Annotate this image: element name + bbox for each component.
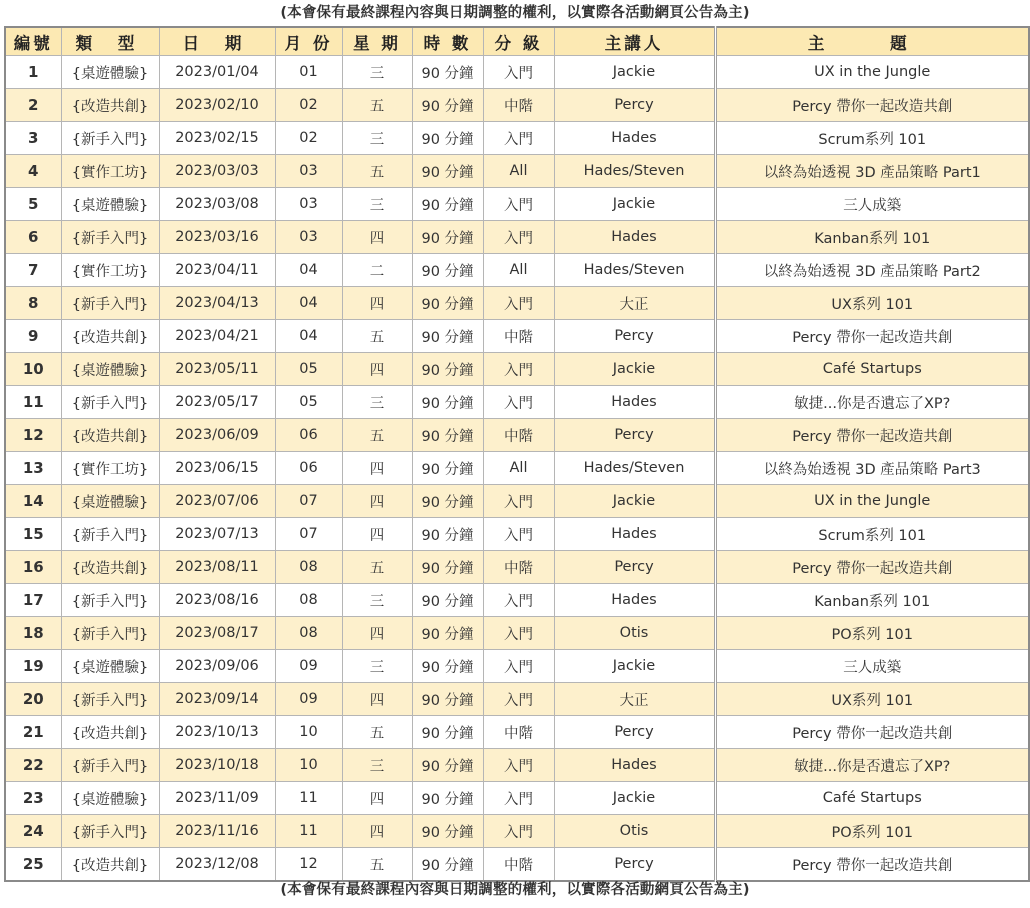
cell-topic: UX系列 101 (715, 287, 1029, 320)
cell-no: 13 (5, 452, 61, 485)
cell-type: {桌遊體驗} (61, 782, 159, 815)
cell-date: 2023/07/13 (159, 518, 275, 551)
cell-weekday: 四 (342, 518, 412, 551)
cell-month: 05 (275, 353, 342, 386)
cell-date: 2023/09/06 (159, 650, 275, 683)
cell-duration: 90 分鐘 (412, 683, 483, 716)
cell-topic: 敏捷...你是否遺忘了XP? (715, 386, 1029, 419)
table-row (5, 155, 1029, 188)
cell-type: {改造共創} (61, 419, 159, 452)
cell-type: {新手入門} (61, 287, 159, 320)
cell-speaker: Hades/Steven (554, 254, 715, 287)
cell-weekday: 三 (342, 56, 412, 89)
cell-weekday: 五 (342, 320, 412, 353)
cell-duration: 90 分鐘 (412, 188, 483, 221)
cell-weekday: 三 (342, 749, 412, 782)
cell-weekday: 四 (342, 782, 412, 815)
cell-level: All (483, 452, 554, 485)
cell-type: {新手入門} (61, 815, 159, 848)
cell-date: 2023/04/21 (159, 320, 275, 353)
cell-duration: 90 分鐘 (412, 386, 483, 419)
cell-level: 中階 (483, 419, 554, 452)
cell-month: 11 (275, 782, 342, 815)
cell-duration: 90 分鐘 (412, 353, 483, 386)
cell-topic: Percy 帶你一起改造共創 (715, 848, 1029, 882)
cell-month: 06 (275, 452, 342, 485)
cell-month: 09 (275, 650, 342, 683)
cell-month: 08 (275, 617, 342, 650)
cell-topic: Percy 帶你一起改造共創 (715, 320, 1029, 353)
table-row (5, 386, 1029, 419)
cell-weekday: 三 (342, 650, 412, 683)
cell-no: 4 (5, 155, 61, 188)
cell-no: 1 (5, 56, 61, 89)
cell-duration: 90 分鐘 (412, 221, 483, 254)
cell-level: 入門 (483, 287, 554, 320)
cell-date: 2023/05/11 (159, 353, 275, 386)
cell-duration: 90 分鐘 (412, 419, 483, 452)
cell-weekday: 四 (342, 452, 412, 485)
cell-weekday: 五 (342, 89, 412, 122)
cell-weekday: 五 (342, 716, 412, 749)
cell-no: 22 (5, 749, 61, 782)
table-row (5, 782, 1029, 815)
cell-type: {桌遊體驗} (61, 188, 159, 221)
cell-no: 14 (5, 485, 61, 518)
cell-level: 中階 (483, 89, 554, 122)
cell-type: {新手入門} (61, 683, 159, 716)
cell-type: {改造共創} (61, 89, 159, 122)
cell-month: 10 (275, 749, 342, 782)
cell-date: 2023/04/11 (159, 254, 275, 287)
cell-date: 2023/03/03 (159, 155, 275, 188)
cell-month: 10 (275, 716, 342, 749)
cell-speaker: Jackie (554, 188, 715, 221)
cell-speaker: Percy (554, 320, 715, 353)
cell-topic: PO系列 101 (715, 617, 1029, 650)
header-date: 日 期 (159, 27, 275, 56)
cell-weekday: 三 (342, 122, 412, 155)
table-row (5, 551, 1029, 584)
bottom-notice: (本會保有最終課程內容與日期調整的權利，以實際各活動網頁公告為主) (280, 882, 750, 898)
table-row (5, 716, 1029, 749)
cell-no: 11 (5, 386, 61, 419)
cell-duration: 90 分鐘 (412, 254, 483, 287)
cell-type: {改造共創} (61, 551, 159, 584)
cell-month: 04 (275, 320, 342, 353)
header-topic: 主 題 (715, 27, 1029, 56)
cell-no: 9 (5, 320, 61, 353)
cell-level: All (483, 155, 554, 188)
cell-month: 08 (275, 551, 342, 584)
cell-weekday: 四 (342, 353, 412, 386)
cell-speaker: Percy (554, 89, 715, 122)
table-row (5, 320, 1029, 353)
cell-duration: 90 分鐘 (412, 650, 483, 683)
cell-month: 09 (275, 683, 342, 716)
cell-no: 7 (5, 254, 61, 287)
cell-level: 入門 (483, 56, 554, 89)
table-row (5, 353, 1029, 386)
cell-speaker: 大正 (554, 683, 715, 716)
cell-speaker: 大正 (554, 287, 715, 320)
table-row (5, 584, 1029, 617)
cell-speaker: Percy (554, 551, 715, 584)
cell-month: 02 (275, 122, 342, 155)
table-header-row (5, 27, 1029, 56)
cell-weekday: 四 (342, 815, 412, 848)
cell-level: 入門 (483, 188, 554, 221)
cell-date: 2023/08/17 (159, 617, 275, 650)
cell-speaker: Jackie (554, 56, 715, 89)
cell-month: 03 (275, 155, 342, 188)
cell-date: 2023/11/16 (159, 815, 275, 848)
cell-weekday: 四 (342, 221, 412, 254)
cell-speaker: Percy (554, 848, 715, 882)
cell-type: {改造共創} (61, 320, 159, 353)
cell-level: 中階 (483, 716, 554, 749)
table-row (5, 287, 1029, 320)
cell-speaker: Hades (554, 749, 715, 782)
cell-speaker: Jackie (554, 485, 715, 518)
header-month: 月 份 (275, 27, 342, 56)
cell-topic: Café Startups (715, 353, 1029, 386)
cell-weekday: 五 (342, 419, 412, 452)
table-row (5, 848, 1029, 882)
cell-type: {桌遊體驗} (61, 485, 159, 518)
cell-duration: 90 分鐘 (412, 848, 483, 882)
cell-weekday: 四 (342, 485, 412, 518)
cell-date: 2023/02/10 (159, 89, 275, 122)
cell-topic: 以終為始透視 3D 產品策略 Part2 (715, 254, 1029, 287)
cell-topic: UX系列 101 (715, 683, 1029, 716)
cell-topic: Percy 帶你一起改造共創 (715, 551, 1029, 584)
cell-date: 2023/10/13 (159, 716, 275, 749)
cell-type: {新手入門} (61, 386, 159, 419)
cell-weekday: 四 (342, 287, 412, 320)
cell-weekday: 三 (342, 188, 412, 221)
cell-speaker: Hades/Steven (554, 452, 715, 485)
header-type: 類 型 (61, 27, 159, 56)
cell-no: 21 (5, 716, 61, 749)
cell-level: 入門 (483, 518, 554, 551)
cell-speaker: Percy (554, 716, 715, 749)
cell-type: {新手入門} (61, 518, 159, 551)
cell-duration: 90 分鐘 (412, 584, 483, 617)
cell-duration: 90 分鐘 (412, 485, 483, 518)
cell-topic: PO系列 101 (715, 815, 1029, 848)
cell-duration: 90 分鐘 (412, 782, 483, 815)
cell-weekday: 五 (342, 848, 412, 882)
table-row (5, 485, 1029, 518)
cell-no: 25 (5, 848, 61, 882)
cell-speaker: Hades (554, 584, 715, 617)
cell-duration: 90 分鐘 (412, 452, 483, 485)
cell-date: 2023/03/16 (159, 221, 275, 254)
cell-duration: 90 分鐘 (412, 716, 483, 749)
cell-level: 中階 (483, 320, 554, 353)
cell-no: 15 (5, 518, 61, 551)
table-row (5, 419, 1029, 452)
cell-level: All (483, 254, 554, 287)
cell-date: 2023/02/15 (159, 122, 275, 155)
cell-type: {新手入門} (61, 749, 159, 782)
cell-speaker: Hades/Steven (554, 155, 715, 188)
cell-weekday: 五 (342, 551, 412, 584)
cell-type: {新手入門} (61, 584, 159, 617)
cell-topic: 敏捷...你是否遺忘了XP? (715, 749, 1029, 782)
cell-month: 08 (275, 584, 342, 617)
cell-date: 2023/06/15 (159, 452, 275, 485)
header-weekday: 星 期 (342, 27, 412, 56)
cell-type: {新手入門} (61, 221, 159, 254)
cell-topic: 以終為始透視 3D 產品策略 Part3 (715, 452, 1029, 485)
cell-type: {新手入門} (61, 617, 159, 650)
cell-type: {桌遊體驗} (61, 650, 159, 683)
cell-no: 12 (5, 419, 61, 452)
cell-month: 12 (275, 848, 342, 882)
cell-type: {實作工坊} (61, 254, 159, 287)
cell-topic: Kanban系列 101 (715, 221, 1029, 254)
cell-speaker: Percy (554, 419, 715, 452)
header-duration: 時 數 (412, 27, 483, 56)
cell-type: {實作工坊} (61, 452, 159, 485)
cell-date: 2023/03/08 (159, 188, 275, 221)
cell-date: 2023/04/13 (159, 287, 275, 320)
table-row (5, 518, 1029, 551)
cell-date: 2023/10/18 (159, 749, 275, 782)
cell-weekday: 三 (342, 584, 412, 617)
cell-level: 入門 (483, 353, 554, 386)
cell-date: 2023/07/06 (159, 485, 275, 518)
cell-level: 入門 (483, 815, 554, 848)
cell-date: 2023/08/11 (159, 551, 275, 584)
table-row (5, 188, 1029, 221)
table-row (5, 452, 1029, 485)
cell-level: 入門 (483, 221, 554, 254)
cell-month: 02 (275, 89, 342, 122)
cell-no: 17 (5, 584, 61, 617)
cell-month: 06 (275, 419, 342, 452)
cell-no: 2 (5, 89, 61, 122)
cell-duration: 90 分鐘 (412, 518, 483, 551)
cell-type: {實作工坊} (61, 155, 159, 188)
cell-duration: 90 分鐘 (412, 749, 483, 782)
cell-level: 入門 (483, 584, 554, 617)
cell-no: 23 (5, 782, 61, 815)
cell-duration: 90 分鐘 (412, 56, 483, 89)
cell-topic: Percy 帶你一起改造共創 (715, 89, 1029, 122)
cell-no: 6 (5, 221, 61, 254)
cell-month: 03 (275, 188, 342, 221)
cell-topic: Percy 帶你一起改造共創 (715, 419, 1029, 452)
cell-duration: 90 分鐘 (412, 320, 483, 353)
cell-date: 2023/12/08 (159, 848, 275, 882)
cell-month: 11 (275, 815, 342, 848)
header-speaker: 主講人 (554, 27, 715, 56)
table-row (5, 815, 1029, 848)
cell-topic: Scrum系列 101 (715, 122, 1029, 155)
cell-no: 16 (5, 551, 61, 584)
cell-topic: Scrum系列 101 (715, 518, 1029, 551)
cell-type: {桌遊體驗} (61, 56, 159, 89)
cell-topic: UX in the Jungle (715, 56, 1029, 89)
cell-date: 2023/11/09 (159, 782, 275, 815)
cell-level: 入門 (483, 683, 554, 716)
cell-month: 03 (275, 221, 342, 254)
cell-month: 07 (275, 518, 342, 551)
cell-no: 3 (5, 122, 61, 155)
cell-topic: 以終為始透視 3D 產品策略 Part1 (715, 155, 1029, 188)
cell-weekday: 四 (342, 683, 412, 716)
cell-type: {改造共創} (61, 716, 159, 749)
cell-level: 入門 (483, 749, 554, 782)
cell-date: 2023/06/09 (159, 419, 275, 452)
cell-speaker: Hades (554, 518, 715, 551)
top-notice: (本會保有最終課程內容與日期調整的權利，以實際各活動網頁公告為主) (280, 5, 750, 21)
cell-month: 07 (275, 485, 342, 518)
cell-level: 入門 (483, 122, 554, 155)
cell-topic: Kanban系列 101 (715, 584, 1029, 617)
table-row (5, 254, 1029, 287)
cell-weekday: 五 (342, 155, 412, 188)
cell-weekday: 三 (342, 386, 412, 419)
cell-speaker: Hades (554, 386, 715, 419)
cell-speaker: Hades (554, 221, 715, 254)
cell-level: 中階 (483, 551, 554, 584)
cell-speaker: Hades (554, 122, 715, 155)
cell-duration: 90 分鐘 (412, 155, 483, 188)
cell-topic: 三人成築 (715, 188, 1029, 221)
table-row (5, 89, 1029, 122)
cell-no: 5 (5, 188, 61, 221)
header-level: 分 級 (483, 27, 554, 56)
cell-date: 2023/01/04 (159, 56, 275, 89)
cell-topic: Café Startups (715, 782, 1029, 815)
cell-speaker: Otis (554, 815, 715, 848)
cell-type: {改造共創} (61, 848, 159, 882)
cell-month: 04 (275, 254, 342, 287)
cell-month: 01 (275, 56, 342, 89)
cell-month: 04 (275, 287, 342, 320)
table-row (5, 617, 1029, 650)
cell-topic: UX in the Jungle (715, 485, 1029, 518)
table-row (5, 749, 1029, 782)
table-row (5, 56, 1029, 89)
cell-level: 入門 (483, 386, 554, 419)
cell-date: 2023/09/14 (159, 683, 275, 716)
table-row (5, 122, 1029, 155)
cell-type: {新手入門} (61, 122, 159, 155)
table-row (5, 683, 1029, 716)
cell-no: 19 (5, 650, 61, 683)
cell-speaker: Jackie (554, 353, 715, 386)
cell-duration: 90 分鐘 (412, 815, 483, 848)
cell-date: 2023/05/17 (159, 386, 275, 419)
cell-duration: 90 分鐘 (412, 551, 483, 584)
cell-no: 8 (5, 287, 61, 320)
cell-no: 10 (5, 353, 61, 386)
cell-topic: 三人成築 (715, 650, 1029, 683)
cell-level: 中階 (483, 848, 554, 882)
table-row (5, 650, 1029, 683)
cell-no: 24 (5, 815, 61, 848)
table-row (5, 221, 1029, 254)
cell-type: {桌遊體驗} (61, 353, 159, 386)
cell-weekday: 四 (342, 617, 412, 650)
cell-speaker: Jackie (554, 782, 715, 815)
cell-no: 20 (5, 683, 61, 716)
cell-level: 入門 (483, 617, 554, 650)
cell-weekday: 二 (342, 254, 412, 287)
cell-speaker: Jackie (554, 650, 715, 683)
cell-duration: 90 分鐘 (412, 617, 483, 650)
cell-no: 18 (5, 617, 61, 650)
cell-duration: 90 分鐘 (412, 122, 483, 155)
cell-level: 入門 (483, 485, 554, 518)
cell-duration: 90 分鐘 (412, 89, 483, 122)
course-schedule-table (4, 26, 1030, 882)
cell-level: 入門 (483, 782, 554, 815)
header-no: 編號 (5, 27, 61, 56)
cell-level: 入門 (483, 650, 554, 683)
cell-duration: 90 分鐘 (412, 287, 483, 320)
cell-month: 05 (275, 386, 342, 419)
cell-date: 2023/08/16 (159, 584, 275, 617)
cell-topic: Percy 帶你一起改造共創 (715, 716, 1029, 749)
cell-speaker: Otis (554, 617, 715, 650)
